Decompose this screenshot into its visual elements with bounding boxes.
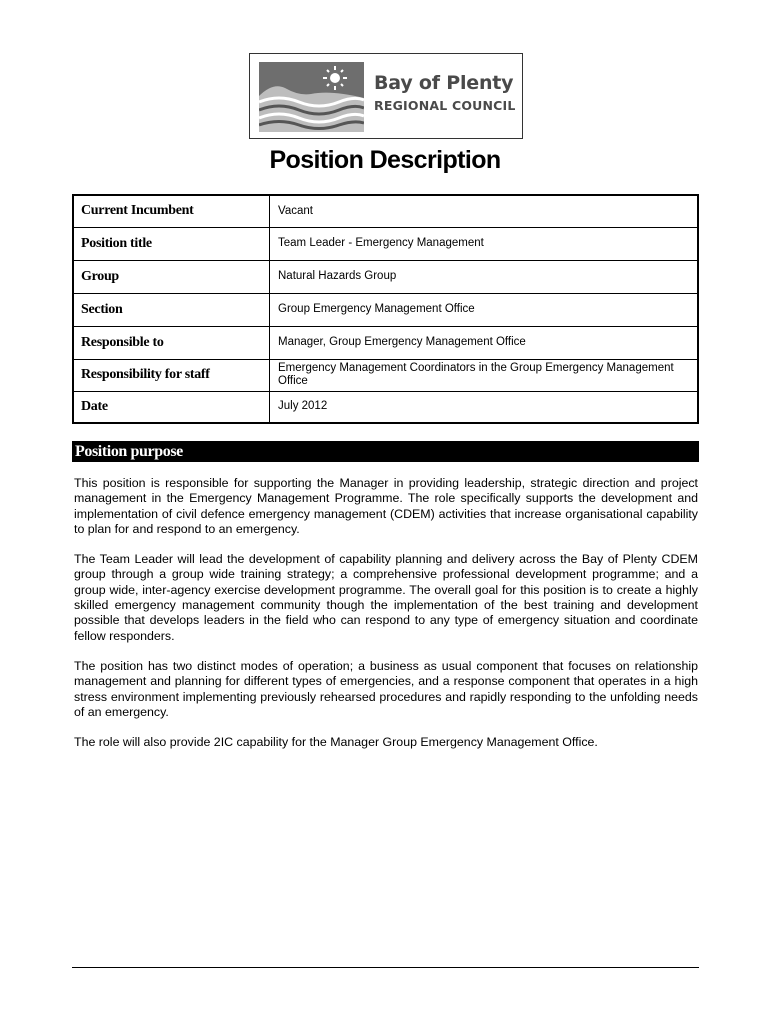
table-row: [73, 293, 698, 326]
page-title: Position Description: [269, 146, 501, 174]
row-label: Group: [73, 260, 270, 293]
paragraph: The position has two distinct modes of operation; a business as usual component that focuses on relationship management and planning for different types of emergencies, and a response component that operates in a high stress environment implementing previously rehearsed procedures and rapidly responding to the unfolding needs of an emergency.: [74, 658, 698, 719]
paragraph: This position is responsible for supporting the Manager in providing leadership, strategic direction and project management in the Emergency Management Programme. The role specifically supports the development and implementation of civil defence emergency management (CDEM) activities that increase organisational capability to plan for and respond to an emergency.: [74, 476, 698, 536]
logo-text-line1: Bay of Plenty: [374, 72, 514, 94]
row-label: Current Incumbent: [73, 195, 270, 227]
row-value: Natural Hazards Group: [270, 260, 699, 293]
row-value: Manager, Group Emergency Management Office: [270, 326, 699, 359]
row-label: Position title: [73, 227, 270, 260]
section-body: [74, 476, 698, 765]
row-value: Group Emergency Management Office: [270, 293, 699, 326]
row-label: Responsible to: [73, 326, 270, 359]
logo-mark-icon: [259, 62, 364, 132]
footer-divider: [72, 967, 699, 968]
table-row: [73, 359, 698, 391]
row-value: Emergency Management Coordinators in the Group Emergency Management Office: [270, 359, 699, 391]
paragraph: The role will also provide 2IC capability for the Manager Group Emergency Management Office.: [74, 735, 598, 750]
row-value: July 2012: [270, 391, 699, 423]
logo-text-line2: REGIONAL COUNCIL: [374, 98, 516, 113]
table-row: [73, 260, 698, 293]
council-logo: [249, 53, 523, 139]
row-value: Team Leader - Emergency Management: [270, 227, 699, 260]
table-row: [73, 326, 698, 359]
row-label: Date: [73, 391, 270, 423]
table-row: [73, 391, 698, 423]
row-value: Vacant: [270, 195, 699, 227]
section-heading: Position purpose: [72, 441, 699, 462]
row-label: Section: [73, 293, 270, 326]
logo-text: [374, 72, 516, 113]
row-label: Responsibility for staff: [73, 359, 270, 391]
table-row: [73, 227, 698, 260]
position-info-table: [72, 194, 699, 424]
paragraph: The Team Leader will lead the development of capability planning and delivery across the Bay of Plenty CDEM group through a group wide training strategy; a comprehensive professional development programme; and a group wide, inter-agency exercise development programme. The overall goal for this position is to create a highly skilled emergency management community though the implementation of the best training and development possible that develops leaders in the field who can respond to any type of emergency situation and coordinate fellow responders.: [74, 552, 698, 643]
table-row: [73, 195, 698, 227]
